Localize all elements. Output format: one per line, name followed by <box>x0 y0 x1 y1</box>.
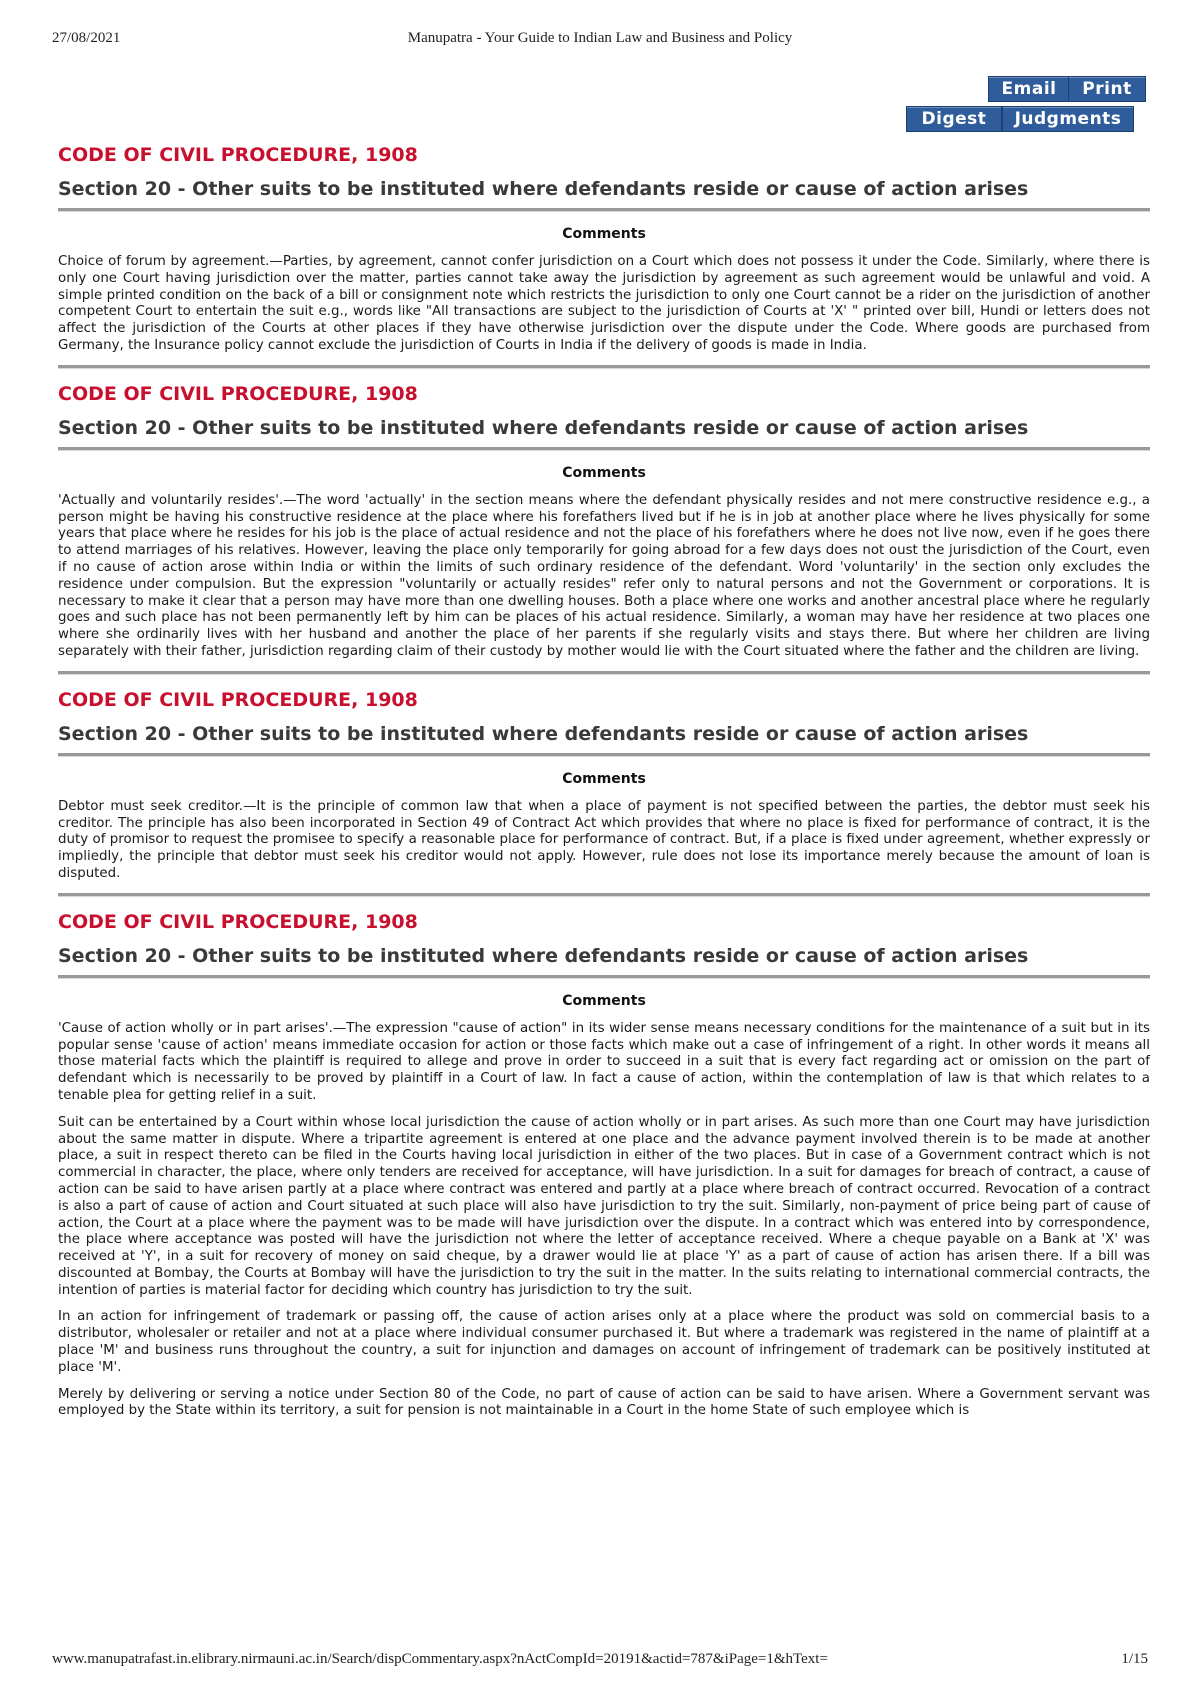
commentary-entry <box>58 907 1150 1421</box>
comment-paragraph: 'Actually and voluntarily resides'.—The word 'actually' in the section means where the defendant physically resides and not mere constructive residence e.g., a person might be having his constructive residence at the place where his forefathers lived but if he is in job at another place where he lives physically for some years that place where he resides for his job is the place of actual residence and not the place of his forefathers where he does not live now, even if he goes there to attend marriages of his relatives. However, leaving the place only temporarily for going abroad for a few days does not oust the jurisdiction of the Court, even if no cause of action arose within India or within the limits of such ordinary residence of the defendant. Word 'voluntarily' in the section only excludes the residence under compulsion. But the expression "voluntarily or actually resides" refer only to natural persons and not the Government or corporations. It is necessary to make it clear that a person may have more than one dwelling houses. Both a place where one works and another ancestral place where he regularly goes and such place has not been permanently left by him can be places of his actual residence. Similarly, a woman may have her residence at two places one where she ordinarily lives with her husband and another the place of her parents if she regularly visits and stays there. But where her children are living separately with their father, jurisdiction regarding claim of their custody by mother would lie with the Court situated where the father and the children are living. <box>58 492 1150 659</box>
divider <box>58 753 1150 757</box>
act-title[interactable]: CODE OF CIVIL PROCEDURE, 1908 <box>58 910 418 933</box>
comment-paragraph: Merely by delivering or serving a notice under Section 80 of the Code, no part of cause of action can be said to have arisen. Where a Government servant was employed by the State within its territory, a suit for pension is not maintainable in a Court in the home State of such employee which is <box>58 1386 1150 1419</box>
page-footer <box>52 1651 1148 1671</box>
comments-heading: Comments <box>562 226 646 242</box>
act-title[interactable]: CODE OF CIVIL PROCEDURE, 1908 <box>58 144 418 166</box>
digest-button[interactable]: Digest <box>906 106 1002 132</box>
divider <box>58 975 1150 979</box>
source-url: www.manupatrafast.in.elibrary.nirmauni.ac.in/Search/dispCommentary.aspx?nActCompId=20191&actid=787&iPage=1&hText= <box>52 1651 828 1667</box>
divider <box>58 208 1150 212</box>
comment-paragraph: Debtor must seek creditor.—It is the principle of common law that when a place of payment is not specified between the parties, the debtor must seek his creditor. The principle has also been incorporated in Section 49 of Contract Act which provides that where no place is fixed for performance of contract, it is the duty of promisor to request the promisee to specify a reasonable place for performance of contract. But, if a place is fixed under agreement, whether expressly or impliedly, the principle that debtor must seek his creditor would not apply. However, rule does not lose its importance merely because the amount of loan is disputed. <box>58 798 1150 881</box>
comments-heading: Comments <box>562 770 646 787</box>
section-title[interactable]: Section 20 - Other suits to be instituted where defendants reside or cause of action arises <box>58 944 1029 967</box>
comment-paragraph: Suit can be entertained by a Court within whose local jurisdiction the cause of action wholly or in part arises. As such more than one Court may have jurisdiction about the same matter in dispute. Where a tripartite agreement is entered at one place and the advance payment involved therein is to be made at another place, a suit in respect thereto can be filed in the Courts having local jurisdiction in either of the two places. But in case of a Government contract which is not commercial in character, the place, where only tenders are received for acceptance, will have jurisdiction. In a suit for damages for breach of contract, a cause of action can be said to have arisen partly at a place where contract was entered and partly at a place where breach of contract occurred. Revocation of a contract is also a part of cause of action and Court situated at such place will also have jurisdiction to try the suit. Similarly, non-payment of price being part of cause of action, the Court at a place where the payment was to be made will have jurisdiction over the dispute. In a contract which was entered into by correspondence, the place where acceptance was posted will have the jurisdiction not where the letter of acceptance received. Where a cheque payable on a Bank at 'X' was received at 'Y', in a suit for recovery of money on said cheque, by a drawer would lie at place 'Y' as a part of cause of action has arisen there. If a bill was discounted at Bombay, the Courts at Bombay will have the jurisdiction to try the suit in the matter. In the suits relating to international commercial contracts, the intention of parties is material factor for deciding which country has jurisdiction to try the suit. <box>58 1114 1150 1298</box>
divider <box>58 447 1150 451</box>
comments-heading: Comments <box>562 464 646 481</box>
divider <box>58 365 1150 369</box>
commentary-entry <box>58 685 1150 897</box>
email-button[interactable]: Email <box>988 76 1070 102</box>
section-title[interactable]: Section 20 - Other suits to be instituted where defendants reside or cause of action arises <box>58 722 1029 745</box>
divider <box>58 893 1150 897</box>
comment-paragraph: In an action for infringement of trademark or passing off, the cause of action arises only at a place where the product was sold on commercial basis to a distributor, wholesaler or retailer and not at a place where individual consumer purchased it. But where a trademark was registered in the name of plaintiff at a place 'M' and business runs throughout the country, a suit for injunction and damages on account of infringement of trademark can be positively instituted at place 'M'. <box>58 1309 1150 1375</box>
page-title: Manupatra - Your Guide to Indian Law and Business and Policy <box>407 30 793 46</box>
comment-paragraph: 'Cause of action wholly or in part arises'.—The expression "cause of action" in its wider sense means necessary conditions for the maintenance of a suit but in its popular sense 'cause of action' means immediate occasion for action or those facts which make out a case of infringement of a right. In other words it means all those material facts which the plaintiff is required to allege and prove in order to succeed in a suit that is every fact regarding act or omission on the part of defendant which is necessarily to be proved by plaintiff in a Court of law. In fact a cause of action, within the contemplation of law is that which relates to a tenable plea for getting relief in a suit. <box>58 1020 1150 1103</box>
commentary-entry <box>58 379 1150 675</box>
act-title[interactable]: CODE OF CIVIL PROCEDURE, 1908 <box>58 688 418 711</box>
commentary-entry <box>58 140 1150 369</box>
section-title[interactable]: Section 20 - Other suits to be instituted where defendants reside or cause of action arises <box>58 416 1029 439</box>
section-title[interactable]: Section 20 - Other suits to be instituted where defendants reside or cause of action arises <box>58 178 1029 200</box>
judgments-button[interactable]: Judgments <box>1002 106 1134 132</box>
comment-paragraph: Choice of forum by agreement.—Parties, by agreement, cannot confer jurisdiction on a Court which does not possess it under the Code. Similarly, where there is only one Court having jurisdiction over the matter, parties cannot take away the jurisdiction by agreement as such agreement would be unlawful and void. A simple printed condition on the back of a bill or consignment note which restricts the jurisdiction to only one Court cannot be a rider on the jurisdiction of another competent Court to entertain the suit e.g., words like "All transactions are subject to the jurisdiction of Courts at 'X' " printed over bill, Hundi or letters does not affect the jurisdiction of the Courts at other places if they have otherwise jurisdiction over the dispute under the Code. Where goods are purchased from Germany, the Insurance policy cannot exclude the jurisdiction of Courts in India if the delivery of goods is made in India. <box>58 254 1150 353</box>
page-header <box>52 30 1148 50</box>
page-number: 1/15 <box>1121 1651 1148 1667</box>
print-date: 27/08/2021 <box>52 30 121 46</box>
act-title[interactable]: CODE OF CIVIL PROCEDURE, 1908 <box>58 382 418 405</box>
commentary-list <box>58 140 1150 1430</box>
comments-heading: Comments <box>562 992 646 1009</box>
divider <box>58 671 1150 675</box>
toolbar <box>892 76 1152 136</box>
print-button[interactable]: Print <box>1068 76 1146 102</box>
